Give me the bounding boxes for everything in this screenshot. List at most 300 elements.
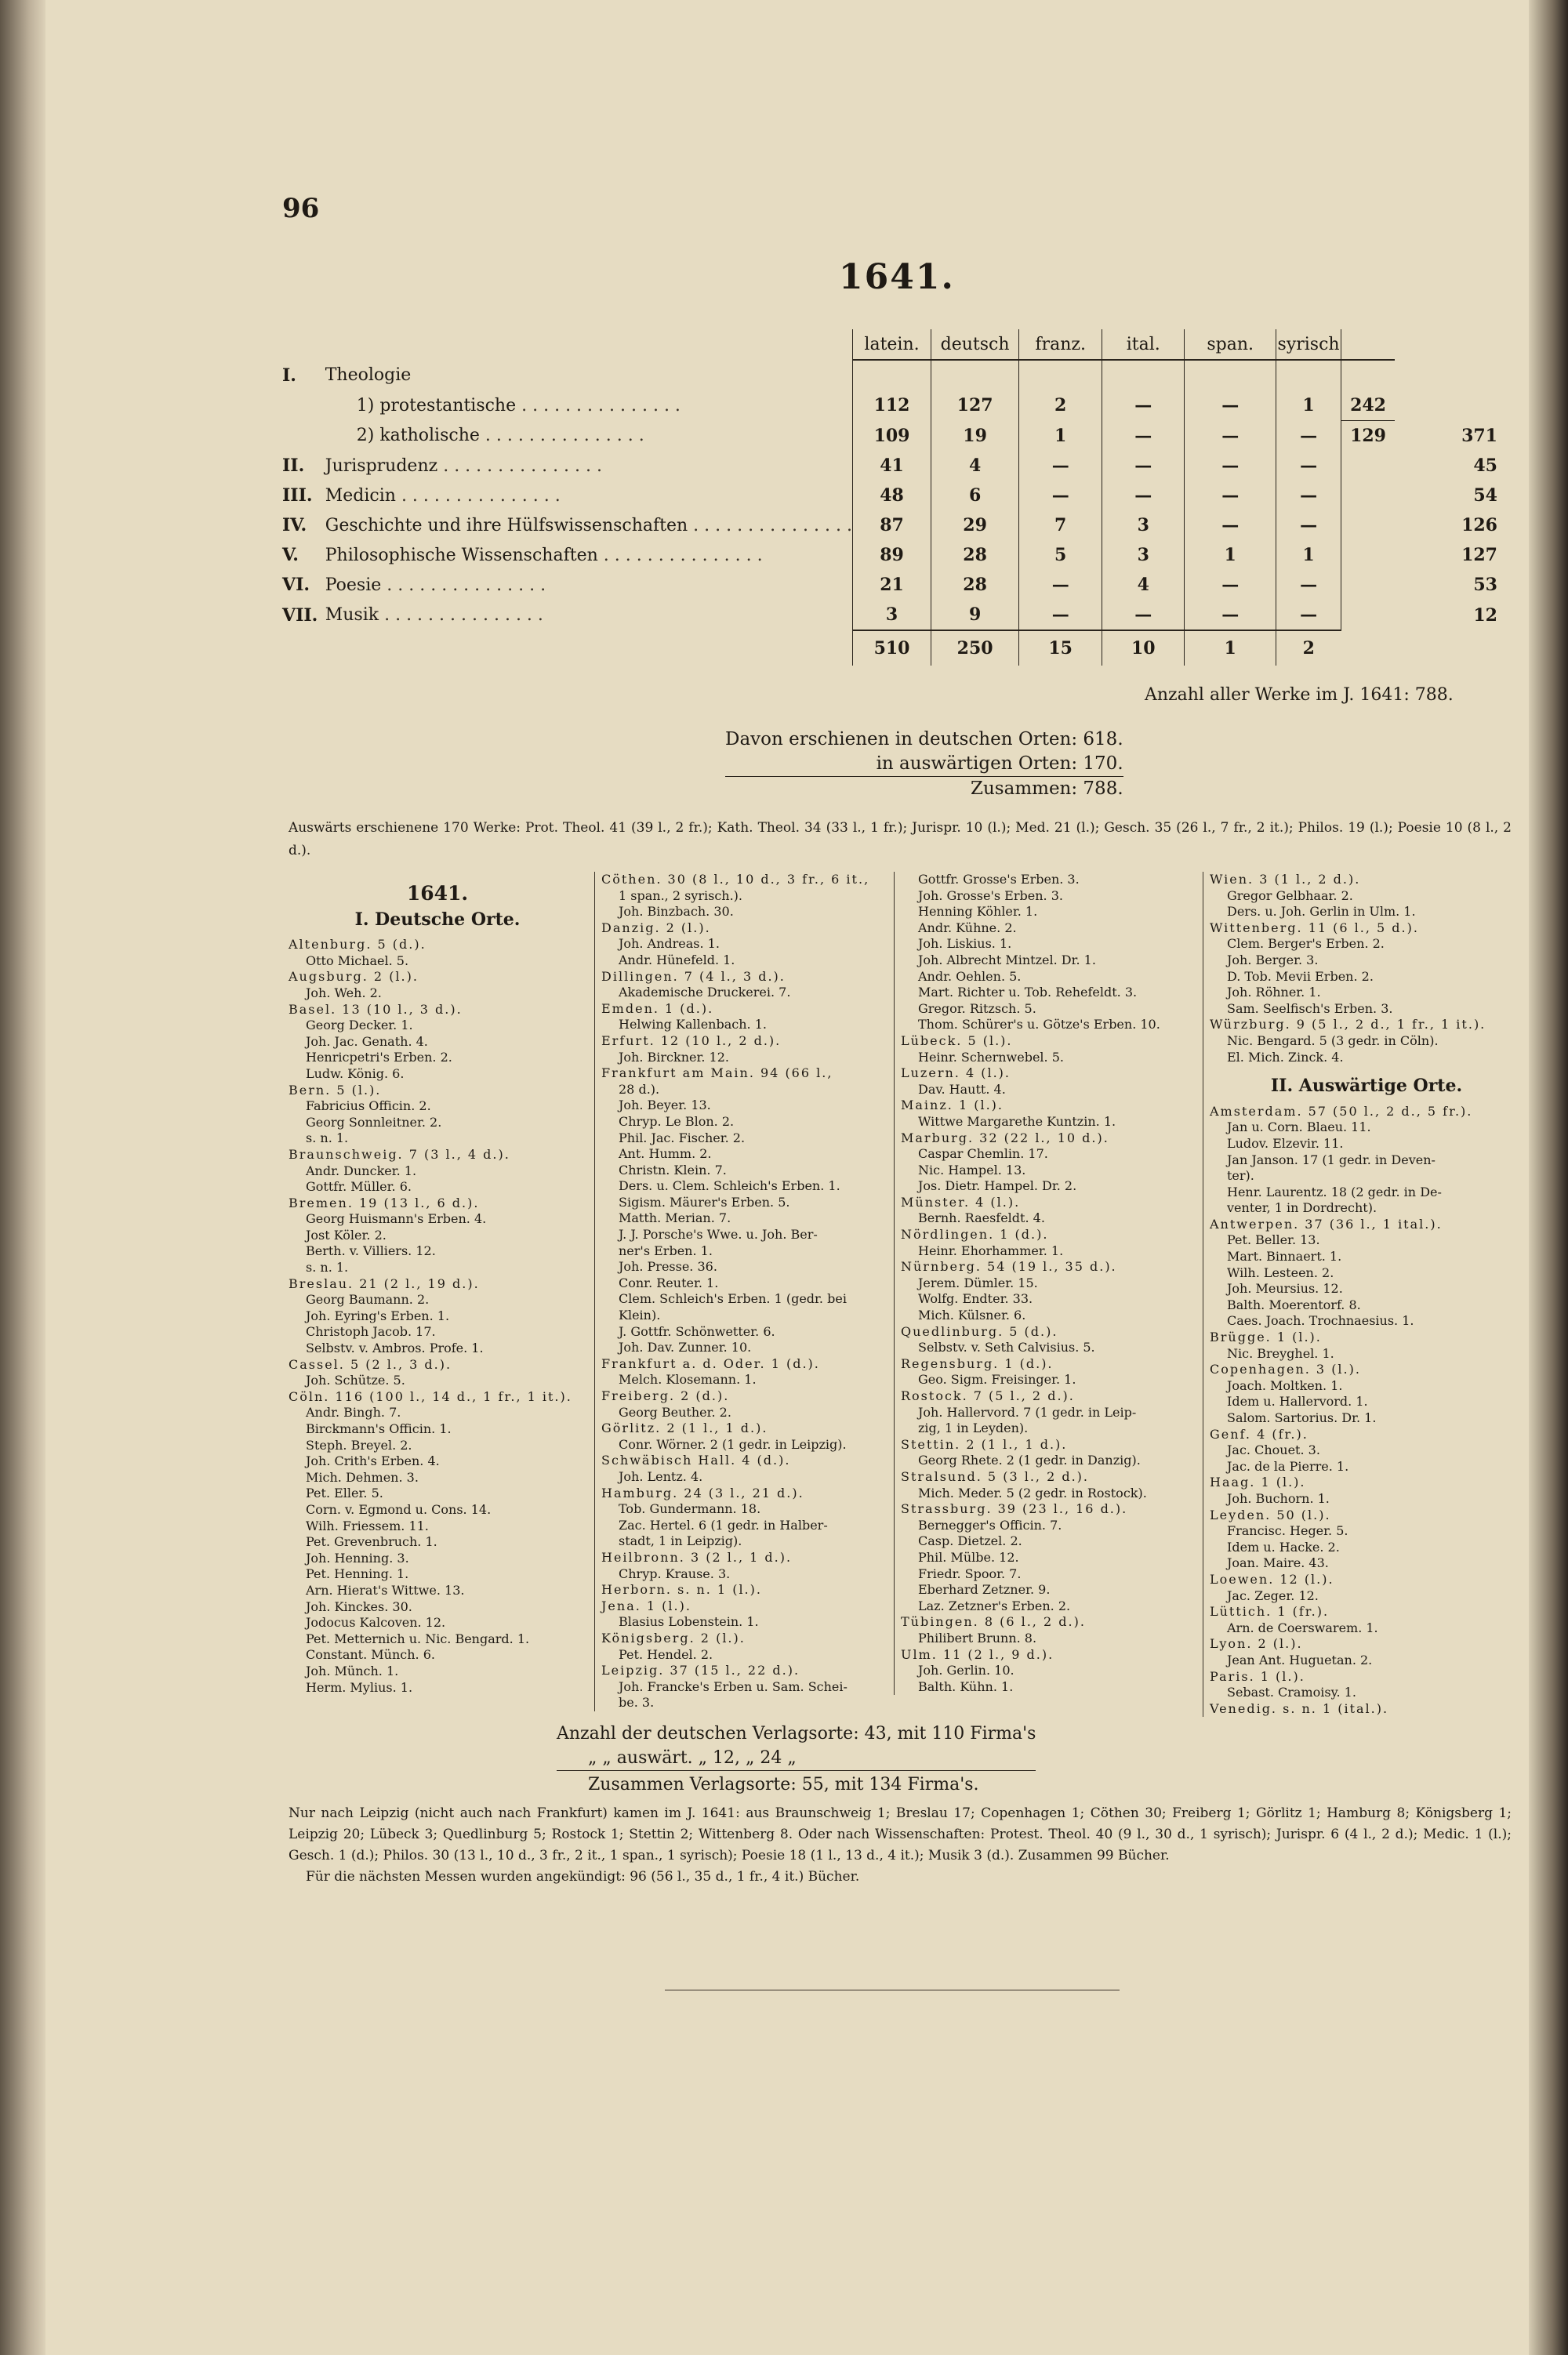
table-cell: — — [1019, 451, 1102, 481]
publisher-entry: Conr. Wörner. 2 (1 gedr. in Leipzig). — [619, 1436, 847, 1452]
place-entry: Haag. 1 (l.). — [1210, 1475, 1306, 1490]
table-cell: — — [1276, 510, 1341, 540]
publisher-entry: Jac. Chouet. 3. — [1227, 1442, 1320, 1458]
publisher-entry: Eberhard Zetzner. 9. — [918, 1582, 1051, 1598]
publisher-entry: Gottfr. Müller. 6. — [306, 1179, 412, 1195]
column-header: syrisch — [1276, 329, 1341, 360]
publisher-entry: Andr. Bingh. 7. — [306, 1405, 401, 1421]
imprint-total: Zusammen: 788. — [725, 776, 1123, 801]
table-cell: 127 — [931, 390, 1019, 421]
place-entry: Heilbronn. 3 (2 l., 1 d.). — [601, 1549, 793, 1565]
row-number: I. — [282, 365, 296, 386]
row-label: Geschichte und ihre Hülfswissenschaften . . . . . . . . . . . . . . . — [325, 515, 852, 535]
publisher-entry: Joh. Kinckes. 30. — [306, 1598, 412, 1614]
place-entry: Copenhagen. 3 (l.). — [1210, 1362, 1361, 1377]
publisher-entry: Helwing Kallenbach. 1. — [619, 1017, 767, 1032]
publisher-entry: Bernegger's Officin. 7. — [918, 1517, 1062, 1533]
publisher-entry: Joh. Henning. 3. — [306, 1550, 409, 1566]
place-entry: Venedig. s. n. 1 (ital.). — [1210, 1700, 1389, 1716]
table-cell: — — [1102, 600, 1185, 630]
place-entry: Marburg. 32 (22 l., 10 d.). — [901, 1130, 1109, 1145]
row-label: Philosophische Wissenschaften . . . . . . . . . . . . . . . — [325, 545, 763, 565]
publisher-entry: Ant. Humm. 2. — [619, 1146, 712, 1162]
table-cell: 6 — [931, 481, 1019, 510]
publisher-entry: Gregor Gelbhaar. 2. — [1227, 887, 1353, 903]
publisher-entry: Klein). — [619, 1308, 661, 1323]
row-number — [282, 390, 325, 421]
imprint-german: Davon erschienen in deutschen Orten: 618. — [725, 729, 1123, 749]
publisher-entry: Joh. Lentz. 4. — [619, 1468, 703, 1484]
publisher-entry: Geo. Sigm. Freisinger. 1. — [918, 1372, 1076, 1388]
table-cell — [931, 360, 1019, 390]
row-total: 45 — [1473, 455, 1497, 476]
row-total — [1395, 390, 1505, 421]
publisher-entry: Joh. Beyer. 13. — [619, 1098, 711, 1113]
publisher-entry: Georg Huismann's Erben. 4. — [306, 1211, 487, 1227]
publisher-entry: Joh. Binzbach. 30. — [619, 904, 734, 920]
publisher-entry: Mich. Külsner. 6. — [918, 1308, 1026, 1323]
place-entry: Altenburg. 5 (d.). — [289, 937, 426, 953]
publisher-entry: El. Mich. Zinck. 4. — [1227, 1049, 1344, 1065]
subtotal-cell — [1341, 481, 1395, 510]
publisher-entry: Joh. Buchorn. 1. — [1227, 1490, 1330, 1506]
publisher-entry: Joh. Gerlin. 10. — [918, 1663, 1014, 1678]
place-entry: Mainz. 1 (l.). — [901, 1098, 1004, 1113]
table-cell: — — [1102, 481, 1185, 510]
row-total — [1395, 360, 1505, 390]
publisher-entry: Pet. Metternich u. Nic. Bengard. 1. — [306, 1631, 530, 1646]
publisher-entry: Pet. Eller. 5. — [306, 1486, 383, 1501]
publisher-entry: Mich. Meder. 5 (2 gedr. in Rostock). — [918, 1485, 1147, 1500]
publisher-entry: Chryp. Krause. 3. — [619, 1566, 731, 1581]
right-page-edge — [1529, 0, 1568, 2355]
places-column-1 — [289, 872, 586, 1696]
row-total: 126 — [1461, 515, 1497, 535]
table-cell: — — [1185, 600, 1276, 630]
publisher-entry: Pet. Grevenbruch. 1. — [306, 1534, 437, 1550]
table-cell: 1 — [1276, 390, 1341, 421]
table-cell: 21 — [852, 570, 931, 600]
publisher-entry: zig, 1 in Leyden). — [918, 1421, 1029, 1436]
table-cell: 7 — [1019, 510, 1102, 540]
publisher-entry: Pet. Hendel. 2. — [619, 1646, 713, 1662]
publisher-entry: Georg Sonnleitner. 2. — [306, 1114, 442, 1130]
place-entry: Regensburg. 1 (d.). — [901, 1355, 1054, 1371]
table-cell: — — [1185, 570, 1276, 600]
place-entry: Freiberg. 2 (d.). — [601, 1388, 730, 1403]
publisher-entry: Joh. Meursius. 12. — [1227, 1281, 1343, 1297]
publisher-entry: Jean Ant. Huguetan. 2. — [1227, 1652, 1373, 1667]
publisher-entry: Jac. Zeger. 12. — [1227, 1588, 1319, 1603]
places-column-4 — [1203, 872, 1523, 1717]
publisher-entry: Idem u. Hallervord. 1. — [1227, 1394, 1368, 1410]
place-entry: Bern. 5 (l.). — [289, 1082, 382, 1098]
table-cell — [1102, 360, 1185, 390]
foreign-places-heading: II. Auswärtige Orte. — [1270, 1076, 1463, 1097]
place-entry: Erfurt. 12 (10 l., 2 d.). — [601, 1032, 782, 1048]
table-cell: — — [1276, 421, 1341, 452]
table-cell: 3 — [1102, 540, 1185, 570]
publisher-entry: D. Tob. Mevii Erben. 2. — [1227, 968, 1374, 984]
publisher-entry: Clem. Berger's Erben. 2. — [1227, 936, 1385, 952]
place-entry: Lyon. 2 (l.). — [1210, 1636, 1303, 1652]
publisher-entry: Joh. Francke's Erben u. Sam. Schei- — [619, 1678, 848, 1694]
table-cell: 41 — [852, 451, 931, 481]
publisher-entry: Georg Decker. 1. — [306, 1018, 413, 1033]
publisher-entry: Joh. Münch. 1. — [306, 1663, 399, 1678]
table-cell: — — [1276, 600, 1341, 630]
table-cell: 89 — [852, 540, 931, 570]
place-entry: Paris. 1 (l.). — [1210, 1668, 1305, 1684]
leipzig-note — [289, 1803, 1512, 1888]
publisher-entry: Sebast. Cramoisy. 1. — [1227, 1685, 1356, 1700]
table-cell: 3 — [852, 600, 931, 630]
publisher-entry: 28 d.). — [619, 1081, 660, 1097]
summary-total: Zusammen Verlagsorte: 55, mit 134 Firma's. — [557, 1770, 1036, 1797]
place-entry: Stralsund. 5 (3 l., 2 d.). — [901, 1468, 1089, 1484]
publisher-entry: Andr. Duncker. 1. — [306, 1163, 417, 1178]
place-entry: Cöthen. 30 (8 l., 10 d., 3 fr., 6 it., — [601, 872, 870, 887]
publisher-entry: Blasius Lobenstein. 1. — [619, 1614, 759, 1630]
column-header: latein. — [852, 329, 931, 360]
publisher-entry: Zac. Hertel. 6 (1 gedr. in Halber- — [619, 1517, 828, 1533]
publisher-entry: Joh. Jac. Genath. 4. — [306, 1033, 428, 1049]
place-entry: Strassburg. 39 (23 l., 16 d.). — [901, 1501, 1128, 1517]
publisher-entry: ter). — [1227, 1168, 1254, 1184]
publisher-entry: Phil. Mülbe. 12. — [918, 1549, 1019, 1565]
publisher-entry: Nic. Breyghel. 1. — [1227, 1345, 1334, 1361]
publisher-entry: Nic. Bengard. 5 (3 gedr. in Cöln). — [1227, 1032, 1439, 1048]
table-cell: — — [1102, 390, 1185, 421]
publisher-entry: Philibert Brunn. 8. — [918, 1630, 1037, 1646]
column-header: span. — [1185, 329, 1276, 360]
publisher-entry: Tob. Gundermann. 18. — [619, 1501, 761, 1517]
publisher-entry: Birckmann's Officin. 1. — [306, 1421, 452, 1436]
table-cell: — — [1276, 451, 1341, 481]
publisher-entry: Balth. Kühn. 1. — [918, 1678, 1014, 1694]
publisher-entry: Wilh. Lesteen. 2. — [1227, 1265, 1334, 1280]
subtotal-cell — [1341, 510, 1395, 540]
place-entry: Jena. 1 (l.). — [601, 1598, 691, 1613]
column-total: 510 — [852, 630, 931, 666]
table-cell: 4 — [931, 451, 1019, 481]
row-label: Poesie . . . . . . . . . . . . . . . — [325, 575, 546, 595]
subtotal-cell — [1341, 600, 1395, 630]
publisher-entry: Henr. Laurentz. 18 (2 gedr. in De- — [1227, 1184, 1442, 1199]
place-entry: Braunschweig. 7 (3 l., 4 d.). — [289, 1146, 510, 1162]
publisher-entry: Bernh. Raesfeldt. 4. — [918, 1210, 1045, 1226]
publisher-entry: Joach. Moltken. 1. — [1227, 1377, 1343, 1393]
publisher-entry: Conr. Reuter. 1. — [619, 1275, 719, 1290]
grand-total: Anzahl aller Werke im J. 1641: 788. — [1145, 685, 1454, 705]
table-row — [282, 421, 1505, 452]
publisher-entry: Jan u. Corn. Blaeu. 11. — [1227, 1119, 1371, 1135]
publisher-entry: Laz. Zetzner's Erben. 2. — [918, 1598, 1071, 1613]
place-entry: Münster. 4 (l.). — [901, 1194, 1021, 1210]
row-number — [282, 421, 325, 452]
publisher-entry: Jan Janson. 17 (1 gedr. in Deven- — [1227, 1152, 1436, 1167]
table-cell — [1019, 360, 1102, 390]
place-entry: Königsberg. 2 (l.). — [601, 1630, 746, 1646]
column-total: 10 — [1102, 630, 1185, 666]
publisher-entry: Andr. Kühne. 2. — [918, 920, 1017, 935]
table-row — [282, 451, 1505, 481]
place-entry: Bremen. 19 (13 l., 6 d.). — [289, 1195, 480, 1210]
table-header-row — [282, 329, 1505, 360]
publisher-entry: Georg Rhete. 2 (1 gedr. in Danzig). — [918, 1453, 1141, 1468]
place-entry: Hamburg. 24 (3 l., 21 d.). — [601, 1485, 804, 1500]
table-cell: — — [1185, 421, 1276, 452]
publisher-entry: Joh. Dav. Zunner. 10. — [619, 1340, 752, 1355]
publisher-entry: Sam. Seelfisch's Erben. 3. — [1227, 1000, 1393, 1016]
column-total: 15 — [1019, 630, 1102, 666]
table-cell: — — [1185, 451, 1276, 481]
publisher-entry: Caes. Joach. Trochnaesius. 1. — [1227, 1313, 1414, 1329]
publisher-entry: 1 span., 2 syrisch.). — [619, 887, 742, 903]
publisher-entry: Selbstv. v. Ambros. Profe. 1. — [306, 1341, 484, 1356]
publisher-entry: Henning Köhler. 1. — [918, 904, 1038, 920]
publisher-entry: Mart. Binnaert. 1. — [1227, 1249, 1342, 1265]
table-cell: 87 — [852, 510, 931, 540]
publisher-entry: Steph. Breyel. 2. — [306, 1437, 412, 1453]
publisher-entry: Heinr. Ehorhammer. 1. — [918, 1243, 1064, 1258]
table-row — [282, 600, 1505, 630]
place-entry: Frankfurt a. d. Oder. 1 (d.). — [601, 1355, 820, 1371]
column-header: ital. — [1102, 329, 1185, 360]
table-cell — [1276, 360, 1341, 390]
table-cell: 4 — [1102, 570, 1185, 600]
table-cell: 1 — [1185, 540, 1276, 570]
place-entry: Augsburg. 2 (l.). — [289, 969, 419, 985]
publisher-entry: Arn. Hierat's Wittwe. 13. — [306, 1582, 465, 1598]
publisher-entry: Friedr. Spoor. 7. — [918, 1566, 1022, 1581]
place-entry: Cöln. 116 (100 l., 14 d., 1 fr., 1 it.). — [289, 1388, 572, 1404]
publisher-entry: Casp. Dietzel. 2. — [918, 1533, 1022, 1549]
place-entry: Leyden. 50 (l.). — [1210, 1507, 1331, 1522]
places-heading: 1641. — [406, 882, 469, 905]
publisher-entry: Joh. Presse. 36. — [619, 1259, 717, 1275]
imprint-summary — [725, 728, 1123, 801]
publisher-entry: Nic. Hampel. 13. — [918, 1162, 1026, 1178]
publisher-entry: Mart. Richter u. Tob. Rehefeldt. 3. — [918, 985, 1138, 1000]
publisher-entry: Joh. Grosse's Erben. 3. — [918, 887, 1063, 903]
publisher-entry: Joh. Schütze. 5. — [306, 1373, 405, 1388]
publisher-entry: Gregor. Ritzsch. 5. — [918, 1000, 1036, 1016]
place-entry: Emden. 1 (d.). — [601, 1000, 714, 1016]
publisher-entry: Pet. Henning. 1. — [306, 1566, 409, 1582]
place-entry: Lübeck. 5 (l.). — [901, 1032, 1013, 1048]
place-entry: Rostock. 7 (5 l., 2 d.). — [901, 1388, 1075, 1403]
publisher-entry: J. Gottfr. Schönwetter. 6. — [619, 1323, 775, 1339]
publisher-entry: Corn. v. Egmond u. Cons. 14. — [306, 1501, 492, 1517]
table-cell: — — [1276, 570, 1341, 600]
publisher-entry: Joh. Berger. 3. — [1227, 952, 1319, 967]
row-number: III. — [282, 485, 313, 506]
subtotal-cell — [1341, 540, 1395, 570]
place-entry: Lüttich. 1 (fr.). — [1210, 1604, 1330, 1620]
year-title: 1641. — [839, 257, 955, 297]
publisher-entry: Clem. Schleich's Erben. 1 (gedr. bei — [619, 1291, 847, 1307]
row-number: II. — [282, 455, 305, 476]
place-entry: Antwerpen. 37 (36 l., 1 ital.). — [1210, 1216, 1443, 1232]
table-cell: — — [1185, 481, 1276, 510]
summary-foreign: „ „ auswärt. „ 12, „ 24 „ — [588, 1748, 797, 1768]
publisher-entry: Christoph Jacob. 17. — [306, 1324, 436, 1340]
column-header: franz. — [1019, 329, 1102, 360]
announced-books-note: Für die nächsten Messen wurden angekündigt: 96 (56 l., 35 d., 1 fr., 4 it.) Bücher. — [306, 1869, 860, 1885]
table-cell: — — [1185, 510, 1276, 540]
publisher-entry: Chryp. Le Blon. 2. — [619, 1113, 735, 1129]
publisher-entry: Christn. Klein. 7. — [619, 1162, 727, 1178]
table-cell: 28 — [931, 540, 1019, 570]
publisher-entry: stadt, 1 in Leipzig). — [619, 1533, 742, 1549]
table-row — [282, 570, 1505, 600]
row-label: Medicin . . . . . . . . . . . . . . . — [325, 485, 561, 506]
publisher-entry: J. J. Porsche's Wwe. u. Joh. Ber- — [619, 1227, 818, 1243]
publisher-entry: Matth. Merian. 7. — [619, 1210, 731, 1226]
place-entry: Herborn. s. n. 1 (l.). — [601, 1582, 762, 1598]
column-total: 1 — [1185, 630, 1276, 666]
imprint-foreign: in auswärtigen Orten: 170. — [876, 753, 1123, 774]
publisher-entry: Thom. Schürer's u. Götze's Erben. 10. — [918, 1017, 1160, 1032]
table-cell: — — [1185, 390, 1276, 421]
table-cell: 28 — [931, 570, 1019, 600]
publishing-places-summary — [557, 1722, 1036, 1797]
table-cell: 5 — [1019, 540, 1102, 570]
subtotal-cell — [1341, 360, 1395, 390]
publisher-entry: ner's Erben. 1. — [619, 1243, 713, 1258]
publisher-entry: Joh. Röhner. 1. — [1227, 985, 1321, 1000]
row-total: 371 — [1461, 425, 1497, 446]
statistics-table — [282, 329, 1505, 666]
publisher-entry: be. 3. — [619, 1695, 655, 1711]
column-total: 250 — [931, 630, 1019, 666]
publisher-entry: Georg Beuther. 2. — [619, 1404, 731, 1420]
publisher-entry: Balth. Moerentorf. 8. — [1227, 1297, 1361, 1312]
publisher-entry: Gottfr. Grosse's Erben. 3. — [918, 872, 1080, 887]
publisher-entry: Pet. Beller. 13. — [1227, 1232, 1320, 1248]
place-entry: Nördlingen. 1 (d.). — [901, 1227, 1049, 1243]
row-label: 1) protestantische . . . . . . . . . . . . . . . — [356, 395, 681, 415]
place-entry: Luzern. 4 (l.). — [901, 1065, 1011, 1081]
table-row — [282, 510, 1505, 540]
subtotal-cell — [1341, 570, 1395, 600]
table-cell: — — [1102, 451, 1185, 481]
table-cell: 48 — [852, 481, 931, 510]
table-cell: 2 — [1019, 390, 1102, 421]
place-entry: Loewen. 12 (l.). — [1210, 1571, 1334, 1587]
table-row — [282, 540, 1505, 570]
table-cell: — — [1019, 600, 1102, 630]
publisher-entry: Selbstv. v. Seth Calvisius. 5. — [918, 1340, 1095, 1355]
subtotal-cell: 242 — [1341, 390, 1395, 421]
publisher-entry: s. n. 1. — [306, 1130, 349, 1146]
row-label: Musik . . . . . . . . . . . . . . . — [325, 605, 543, 625]
place-entry: Wittenberg. 11 (6 l., 5 d.). — [1210, 920, 1419, 935]
row-total: 12 — [1473, 604, 1497, 626]
table-row — [282, 360, 1505, 390]
place-entry: Frankfurt am Main. 94 (66 l., — [601, 1065, 833, 1081]
table-cell — [852, 360, 931, 390]
table-cell: 19 — [931, 421, 1019, 452]
place-entry: Brügge. 1 (l.). — [1210, 1330, 1322, 1345]
place-entry: Schwäbisch Hall. 4 (d.). — [601, 1453, 791, 1468]
row-number: V. — [282, 545, 299, 565]
publisher-entry: Jerem. Dümler. 15. — [918, 1275, 1038, 1290]
column-total: 2 — [1276, 630, 1341, 666]
column-header: deutsch — [931, 329, 1019, 360]
publisher-entry: Andr. Hünefeld. 1. — [619, 952, 735, 967]
publisher-entry: Ludw. König. 6. — [306, 1065, 405, 1081]
table-cell: 1 — [1019, 421, 1102, 452]
publisher-entry: Salom. Sartorius. Dr. 1. — [1227, 1410, 1377, 1425]
row-total: 54 — [1473, 485, 1497, 506]
publisher-entry: Joh. Crith's Erben. 4. — [306, 1453, 440, 1469]
publisher-entry: Jos. Dietr. Hampel. Dr. 2. — [918, 1178, 1077, 1194]
publisher-entry: Dav. Hautt. 4. — [918, 1081, 1006, 1097]
table-cell: 9 — [931, 600, 1019, 630]
place-entry: Dillingen. 7 (4 l., 3 d.). — [601, 968, 786, 984]
german-places-heading: I. Deutsche Orte. — [354, 909, 521, 930]
publisher-entry: Joh. Liskius. 1. — [918, 936, 1012, 952]
publisher-entry: Ludov. Elzevir. 11. — [1227, 1135, 1344, 1151]
table-cell: 3 — [1102, 510, 1185, 540]
row-number: IV. — [282, 515, 307, 535]
publisher-entry: Ders. u. Clem. Schleich's Erben. 1. — [619, 1178, 840, 1194]
publisher-entry: Akademische Druckerei. 7. — [619, 985, 791, 1000]
publisher-entry: Wilh. Friessem. 11. — [306, 1518, 429, 1533]
table-row — [282, 390, 1505, 421]
place-entry: Würzburg. 9 (5 l., 2 d., 1 fr., 1 it.). — [1210, 1017, 1486, 1032]
table-cell: — — [1102, 421, 1185, 452]
summary-german: Anzahl der deutschen Verlagsorte: 43, mit 110 Firma's — [557, 1724, 1036, 1744]
publisher-entry: Herm. Mylius. 1. — [306, 1679, 413, 1695]
place-entry: Wien. 3 (1 l., 2 d.). — [1210, 872, 1361, 887]
place-entry: Basel. 13 (10 l., 3 d.). — [289, 1001, 463, 1017]
page-number: 96 — [282, 193, 320, 224]
place-entry: Nürnberg. 54 (19 l., 35 d.). — [901, 1259, 1117, 1275]
place-entry: Breslau. 21 (2 l., 19 d.). — [289, 1275, 480, 1291]
table-cell: — — [1019, 481, 1102, 510]
table-cell: — — [1276, 481, 1341, 510]
subtotal-cell — [1341, 451, 1395, 481]
publisher-entry: venter, 1 in Dordrecht). — [1227, 1200, 1377, 1216]
publisher-entry: Henricpetri's Erben. 2. — [306, 1050, 452, 1065]
publisher-entry: Otto Michael. 5. — [306, 953, 409, 968]
row-total: 127 — [1461, 545, 1497, 565]
publisher-entry: Berth. v. Villiers. 12. — [306, 1243, 436, 1259]
place-entry: Tübingen. 8 (6 l., 2 d.). — [901, 1614, 1086, 1630]
row-label: Jurisprudenz . . . . . . . . . . . . . . . — [325, 455, 603, 476]
publisher-entry: Wolfg. Endter. 33. — [918, 1291, 1033, 1307]
publisher-entry: Caspar Chemlin. 17. — [918, 1146, 1048, 1162]
publisher-entry: Heinr. Schernwebel. 5. — [918, 1049, 1064, 1065]
row-total: 53 — [1473, 575, 1497, 595]
publisher-entry: Wittwe Margarethe Kuntzin. 1. — [918, 1113, 1116, 1129]
publisher-entry: Ders. u. Joh. Gerlin in Ulm. 1. — [1227, 904, 1416, 920]
publisher-entry: Joh. Hallervord. 7 (1 gedr. in Leip- — [918, 1404, 1137, 1420]
publisher-entry: Jac. de la Pierre. 1. — [1227, 1458, 1349, 1474]
publisher-entry: Jodocus Kalcoven. 12. — [306, 1615, 446, 1631]
publisher-entry: Melch. Klosemann. 1. — [619, 1372, 757, 1388]
publisher-entry: Sigism. Mäurer's Erben. 5. — [619, 1194, 790, 1210]
publisher-entry: Joh. Birckner. 12. — [619, 1049, 729, 1065]
publisher-entry: s. n. 1. — [306, 1260, 349, 1275]
publisher-entry: Joh. Eyring's Erben. 1. — [306, 1308, 450, 1323]
row-number: VII. — [282, 604, 318, 626]
place-entry: Leipzig. 37 (15 l., 22 d.). — [601, 1663, 800, 1678]
subtotal-cell: 129 — [1341, 421, 1395, 452]
